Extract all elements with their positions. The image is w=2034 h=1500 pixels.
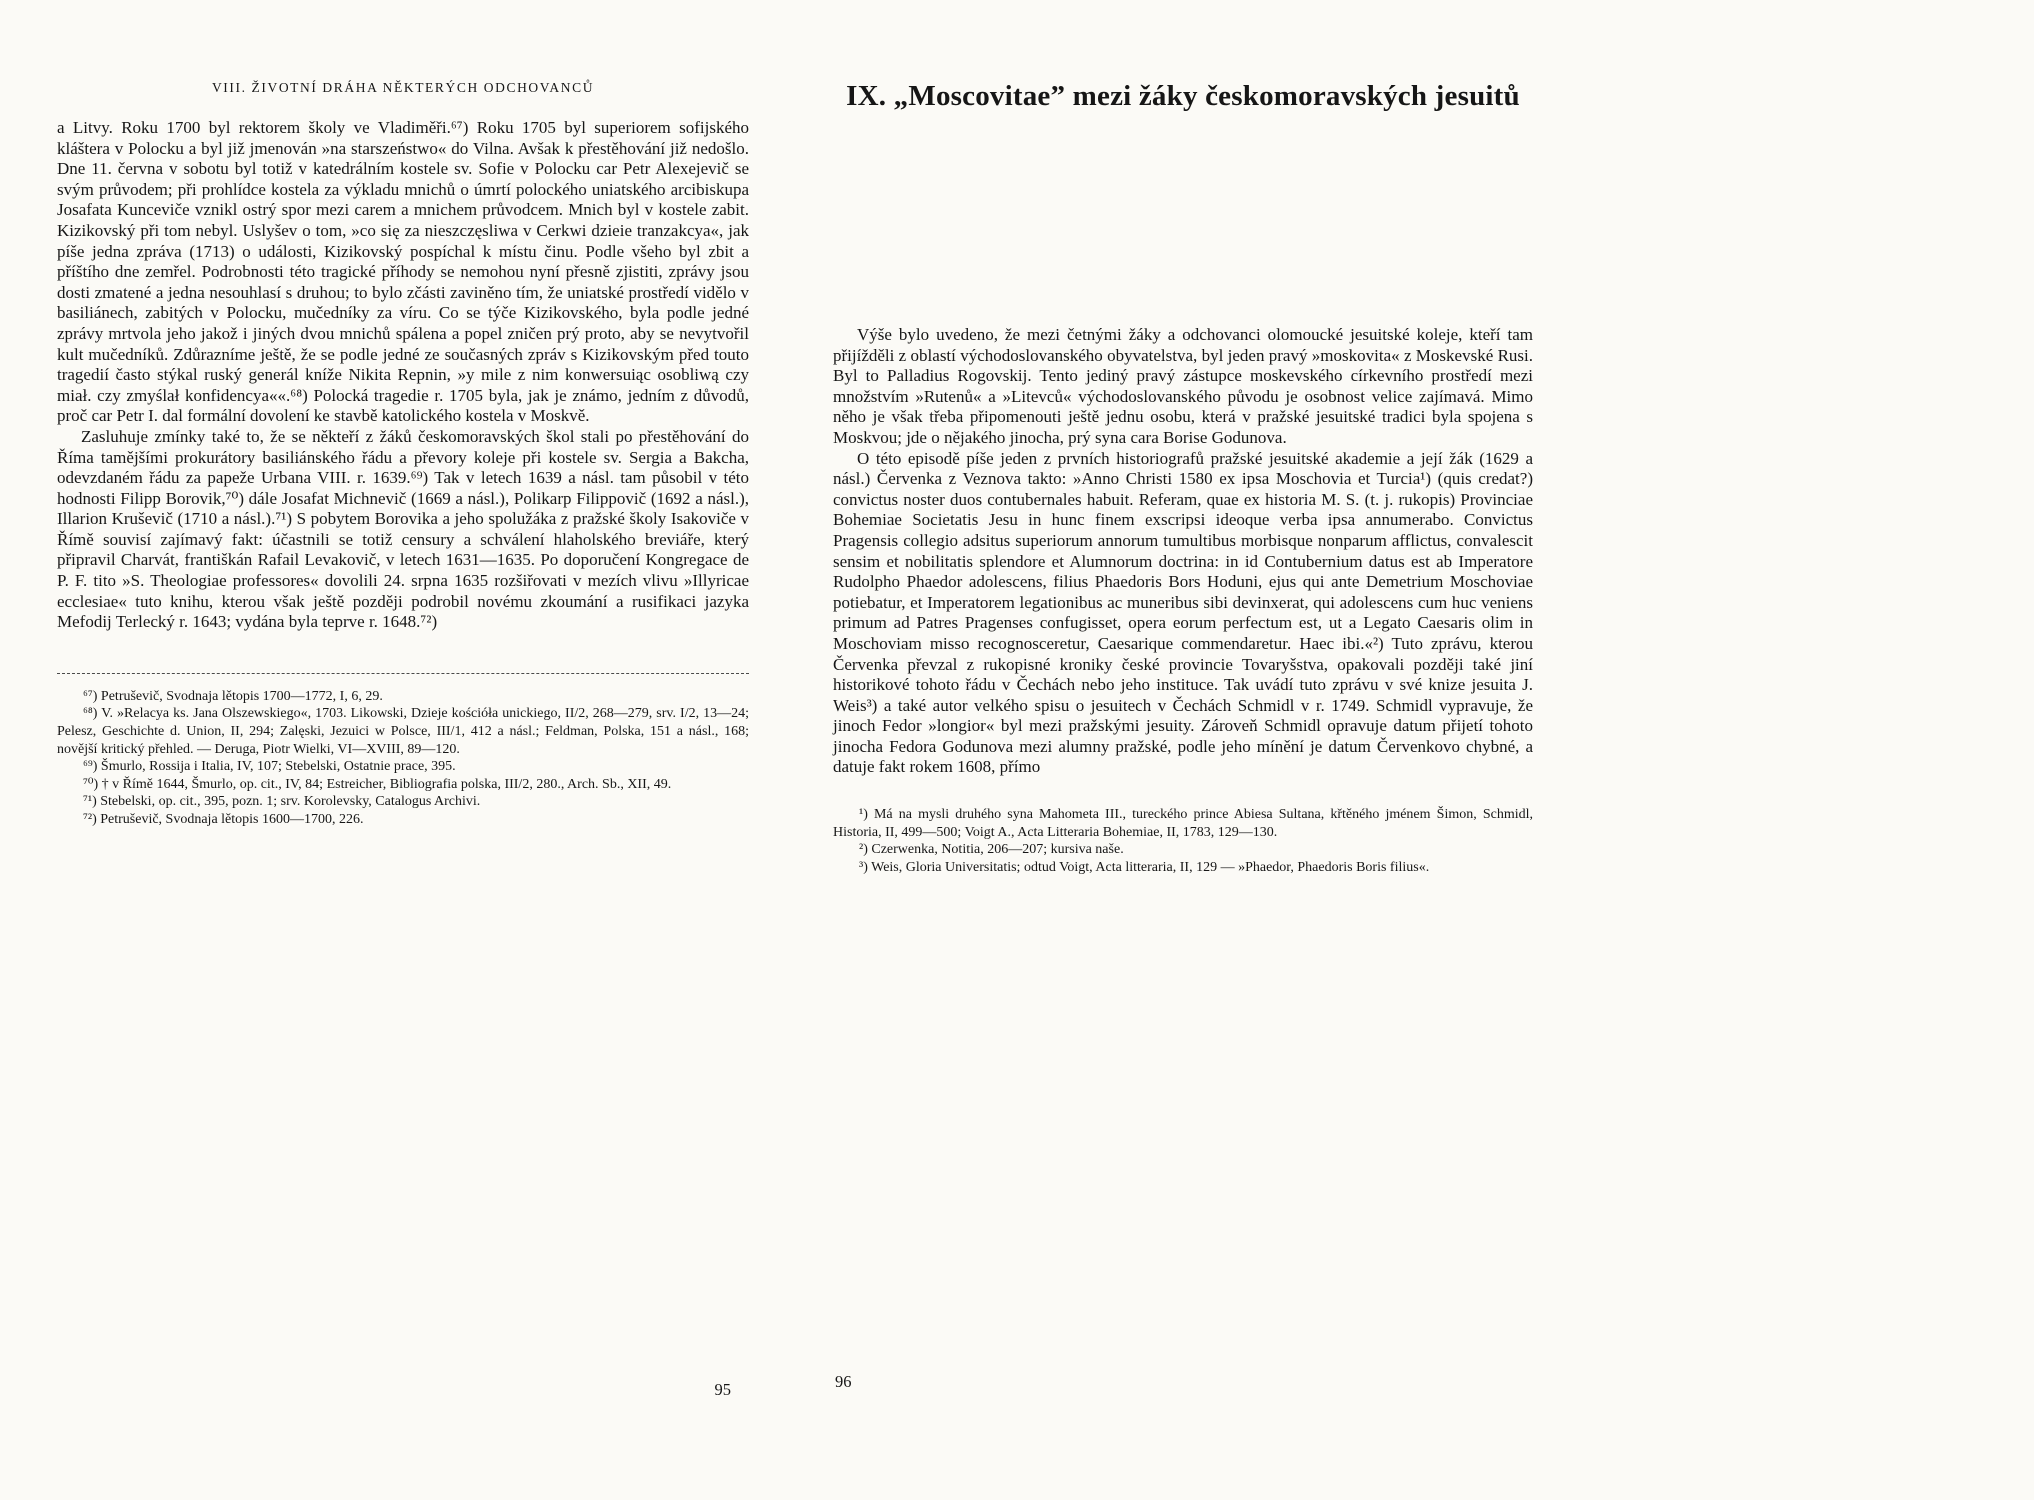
page-right <box>833 80 1533 1391</box>
paragraph: Výše bylo uvedeno, že mezi četnými žáky a odchovanci olomoucké jesuitské koleje, kteří tam přijížděli z oblastí východoslovanského obyvatelstva, byl jeden pravý »moskovita« z Moskevské Rusi. Byl to Palladius Rogovskij. Tento jediný pravý zástupce moskevského církevního prostředí mezi množstvím »Rutenů« a »Litevců« východoslovanského původu je osobnost velice zajímavá. Mimo něho je však třeba připomenouti ještě jednu osobu, která v pražské jesuitské tradici byla spojena s Moskvou; jde o nějakého jinocha, prý syna cara Borise Godunova. <box>833 325 1533 447</box>
paragraph: Zasluhuje zmínky také to, že se někteří z žáků českomoravských škol stali po přestěhování do Říma tamějšími prokurátory basiliánského řádu a převory koleje při kostele sv. Sergia a Bakcha, odevzdaném řádu za papeže Urbana VIII. r. 1639.⁶⁹) Tak v letech 1639 a násl. tam působil v této hodnosti Filipp Borovik,⁷⁰) dále Josafat Michnevič (1669 a násl.), Polikarp Filippovič (1692 a násl.), Illarion Kruševič (1710 a násl.).⁷¹) S pobytem Borovika a jeho spolužáka z pražské školy Isakoviče v Římě souvisí zajímavý fakt: účastnili se totiž censury a schválení hlaholského breviáře, který připravil Charvát, františkán Rafail Levakovič, v letech 1631—1635. Po doporučení Kongregace de P. F. tito »S. Theologiae professores« dovolili 24. srpna 1635 rozšiřovati v mezích vlivu »Illyricae ecclesiae« tuto knihu, kterou však ještě později podrobil novému zkoumání a rusifikaci jazyka Mefodij Terlecký r. 1643; vydána byla teprve r. 1648.⁷²) <box>57 426 749 632</box>
running-header: VIII. ŽIVOTNÍ DRÁHA NĚKTERÝCH ODCHOVANCŮ <box>211 80 595 95</box>
footnote: ⁶⁸) V. »Relacya ks. Jana Olszewskiego«, 1703. Likowski, Dzieje kościóła unickiego, II/2, 268—279, srv. I/2, 13—24; Pelesz, Geschichte d. Union, II, 294; Zalęski, Jezuici w Polsce, III/1, 412 a násl.; Feldman, Polska, 151 a násl., 168; novější kritický přehled. — Deruga, Piotr Wielki, VI—XVIII, 89—120. <box>57 706 749 757</box>
footnote: ³) Weis, Gloria Universitatis; odtud Voigt, Acta litteraria, II, 129 — »Phaedor, Phaedoris Boris filius«. <box>859 859 1430 875</box>
footnote: ¹) Má na mysli druhého syna Mahometa III., tureckého prince Abiesa Sultana, křtěného jménem Šimon, Schmidl, Historia, II, 499—500; Voigt A., Acta Litteraria Bohemiae, II, 1783, 129—130. <box>833 807 1533 840</box>
page-number: 96 <box>835 1372 852 1391</box>
right-body-text <box>833 325 1533 778</box>
page-left <box>57 80 749 1399</box>
paragraph: O této episodě píše jeden z prvních historiografů pražské jesuitské akademie a její žák (1629 a násl.) Červenka z Veznova takto: »Anno Christi 1580 ex ipsa Moschovia et Turcia¹) (quis credat?) convictus noster duos contubernales habuit. Referam, quae ex historia M. S. (t. j. rukopis) Provinciae Bohemiae Societatis Jesu in hunc finem exscripsi ideoque verba ipsa annumerabo. Convictus Pragensis collegio adsitus superiorum annorum tumultibus morbisque nonparum afflictus, convalescit sensim et nobilitatis splendore et Alumnorum doctrina: in id Contubernium datus est ab Imperatore Rudolpho Phaedor adolescens, filius Phaedoris Bors Hoduni, ejus qui ante Demetrium Moschoviae potiebatur, et Imperatorem legationibus ac muneribus sibi devinxerat, qui adolescens cum huc veniens primum ad Patres Pragenses confugisset, opera eorum perfectum est, ut a Legato Caesaris olim in Moschoviam misso recognosceretur, Caesarique commendaretur. Haec ibi.«²) Tuto zprávu, kterou Červenka převzal z rukopisné kroniky české provincie Tovaryšstva, opakovali později také jiní historikové tohoto řádu v Čechách nebo jeho instituce. Tak uvádí tuto zprávu v své knize jesuita J. Weis³) a také autor velkého spisu o jesuitech v Čechách Schmidl v r. 1749. Schmidl vypravuje, že jinoch Fedor »longior« byl mezi pražskými jesuity. Zároveň Schmidl opravuje datum přijetí tohoto jinocha Fedora Godunova mezi alumny pražské, podle jeho mínění je datum Červenkovo chybné, a datuje fakt rokem 1608, přímo <box>833 448 1533 777</box>
chapter-title: IX. „Moscovitae” mezi žáky českomoravských jesuitů <box>846 80 1520 112</box>
page-number: 95 <box>714 1380 731 1399</box>
left-footnotes <box>57 688 749 829</box>
right-footnotes <box>833 806 1533 876</box>
footnote: ⁷²) Petruševič, Svodnaja lětopis 1600—1700, 226. <box>83 812 364 827</box>
left-body-text <box>57 118 749 633</box>
footnote: ⁶⁷) Petruševič, Svodnaja lětopis 1700—1772, I, 6, 29. <box>83 688 383 704</box>
footnote: ⁷¹) Stebelski, op. cit., 395, pozn. 1; srv. Korolevsky, Catalogus Archivi. <box>83 794 481 810</box>
footnote: ²) Czerwenka, Notitia, 206—207; kursiva naše. <box>859 842 1124 858</box>
footnote: ⁷⁰) † v Římě 1644, Šmurlo, op. cit., IV, 84; Estreicher, Bibliografia polska, III/2, 280., Arch. Sb., XII, 49. <box>83 776 672 792</box>
footnote-separator <box>57 673 749 674</box>
footnote: ⁶⁹) Šmurlo, Rossija i Italia, IV, 107; Stebelski, Ostatnie prace, 395. <box>83 759 456 775</box>
paragraph: a Litvy. Roku 1700 byl rektorem školy ve Vladiměři.⁶⁷) Roku 1705 byl superiorem sofijského kláštera v Polocku a byl již jmenován »na starszeństwo« do Vilna. Avšak k přestěhování již nedošlo. Dne 11. června v sobotu byl totiž v katedrálním kostele sv. Sofie v Polocku car Petr Alexejevič se svým průvodem; při prohlídce kostela za výkladu mnichů o úmrtí polockého uniatského arcibiskupa Josafata Kunceviče vznikl ostrý spor mezi carem a mnichem průvodcem. Mnich byl v kostele zabit. Kizikovský při tom nebyl. Uslyšev o tom, »co się za nieszczęsliwa v Cerkwi dzieie tranzakcya«, jak píše jedna zpráva (1713) o události, Kizikovský pospíchal k místu činu. Podle všeho byl zbit a příštího dne zemřel. Podrobnosti této tragické příhody se nemohou nyní přesně zjistiti, zprávy jsou dosti zmatené a jedna nesouhlasí s druhou; to bylo zčásti zaviněno tím, že uniatské prostředí vidělo v basiliánech, zabitých v Polocku, mučedníky za víru. Co se týče Kizikovského, byla podle jedné zprávy mrtvola jeho jakož i jiných dvou mnichů spálena a popel zničen prý proto, aby se nevytvořil kult mučedníků. Zdůrazníme ještě, že se podle jedné ze současných zpráv s Kizikovským před touto tragedií často stýkal ruský generál kníže Nikita Repnin, »y mile z nim konwersuiąc osobliwą czy miał. czy zmyślał konfidencya««.⁶⁸) Polocká tragedie r. 1705 byla, jak je známo, jedním z důvodů, proč car Petr I. dal formální dovolení ke stavbě katolického kostela v Moskvě. <box>57 118 749 426</box>
